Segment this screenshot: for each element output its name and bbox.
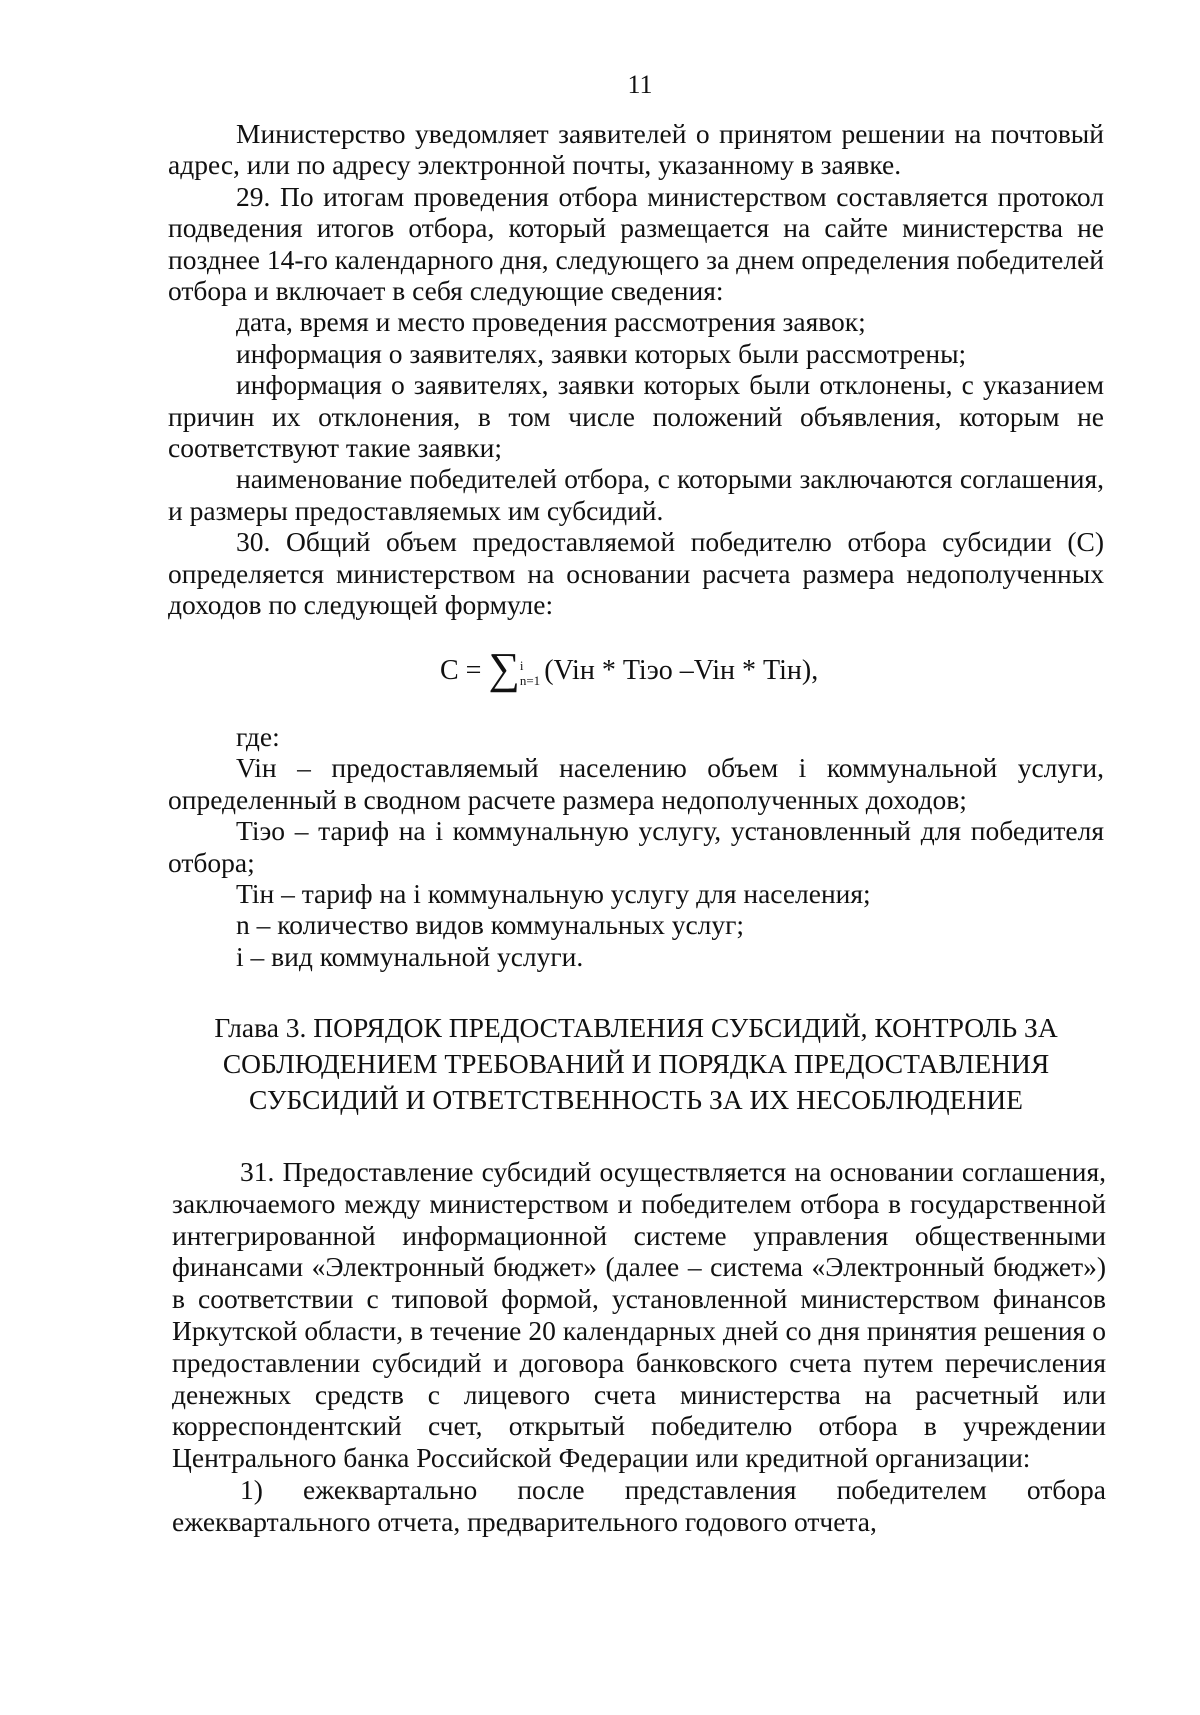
definition-i: i – вид коммунальной услуги. bbox=[236, 940, 584, 972]
definition-vin: Viн – предоставляемый населению объем i коммунальной услуги, определенный в сводном расчете размера недополученных доходов; bbox=[168, 752, 1104, 815]
top-text-block bbox=[168, 118, 1104, 621]
chapter-heading-line-3: СУБСИДИЙ И ОТВЕТСТВЕННОСТЬ ЗА ИХ НЕСОБЛЮДЕНИЕ bbox=[249, 1084, 1023, 1115]
definition-tieo: Tiэо – тариф на i коммунальную услугу, установленный для победителя отбора; bbox=[168, 815, 1104, 878]
definition-n: n – количество видов коммунальных услуг; bbox=[236, 909, 745, 941]
sum-lower-limit: n=1 bbox=[519, 672, 541, 688]
paragraph-29: 29. По итогам проведения отбора министерством составляется протокол подведения итогов отбора, который размещается на сайте министерства не позднее 14-го календарного дня, следующего за днем определения победителей отбора и включает в себя следующие сведения: bbox=[168, 180, 1104, 307]
formula-expression: (Viн * Tiэо –Viн * Tiн), bbox=[544, 655, 819, 686]
list-item-rejected: информация о заявителях, заявки которых были отклонены, с указанием причин их отклонения, в том числе положений объявления, которым не соответствуют такие заявки; bbox=[168, 369, 1104, 464]
paragraph-notification: Министерство уведомляет заявителей о принятом решении на почтовый адрес, или по адресу электронной почты, указанному в заявке. bbox=[168, 118, 1104, 181]
sum-upper-limit: i bbox=[519, 657, 524, 673]
page-number: 11 bbox=[627, 70, 653, 99]
sum-symbol: ∑ bbox=[488, 644, 520, 693]
sum-limits bbox=[520, 658, 540, 688]
subsidy-formula bbox=[440, 645, 818, 691]
where-label: где: bbox=[236, 721, 280, 752]
chapter-heading bbox=[168, 1010, 1104, 1118]
bottom-text-block bbox=[172, 1156, 1106, 1538]
list-item-date: дата, время и место проведения рассмотрения заявок; bbox=[236, 306, 866, 338]
chapter-heading-line-1: Глава 3. ПОРЯДОК ПРЕДОСТАВЛЕНИЯ СУБСИДИЙ, КОНТРОЛЬ ЗА bbox=[214, 1012, 1058, 1043]
definitions-block bbox=[168, 721, 1104, 972]
list-item-winners: наименование победителей отбора, с которыми заключаются соглашения, и размеры предоставляемых им субсидий. bbox=[168, 463, 1104, 526]
definition-tin: Tiн – тариф на i коммунальную услугу для населения; bbox=[236, 878, 871, 910]
paragraph-30: 30. Общий объем предоставляемой победителю отбора субсидии (С) определяется министерством на основании расчета размера недополученных доходов по следующей формуле: bbox=[168, 526, 1104, 621]
list-item-reviewed: информация о заявителях, заявки которых были рассмотрены; bbox=[236, 337, 967, 369]
chapter-heading-line-2: СОБЛЮДЕНИЕМ ТРЕБОВАНИЙ И ПОРЯДКА ПРЕДОСТАВЛЕНИЯ bbox=[222, 1048, 1050, 1079]
list-item-quarterly: 1) ежеквартально после представления победителем отбора ежеквартального отчета, предварительного годового отчета, bbox=[172, 1473, 1106, 1537]
paragraph-31: 31. Предоставление субсидий осуществляется на основании соглашения, заключаемого между министерством и победителем отбора в государственной интегрированной информационной системе управления общественными финансами «Электронный бюджет» (далее – система «Электронный бюджет») в соответствии с типовой формой, установленной министерством финансов Иркутской области, в течение 20 календарных дней со дня принятия решения о предоставлении субсидий и договора банковского счета путем перечисления денежных средств с лицевого счета министерства на расчетный или корреспондентский счет, открытый победителю отбора в учреждении Центрального банка Российской Федерации или кредитной организации: bbox=[172, 1156, 1106, 1474]
formula-lhs: C = bbox=[440, 655, 482, 686]
